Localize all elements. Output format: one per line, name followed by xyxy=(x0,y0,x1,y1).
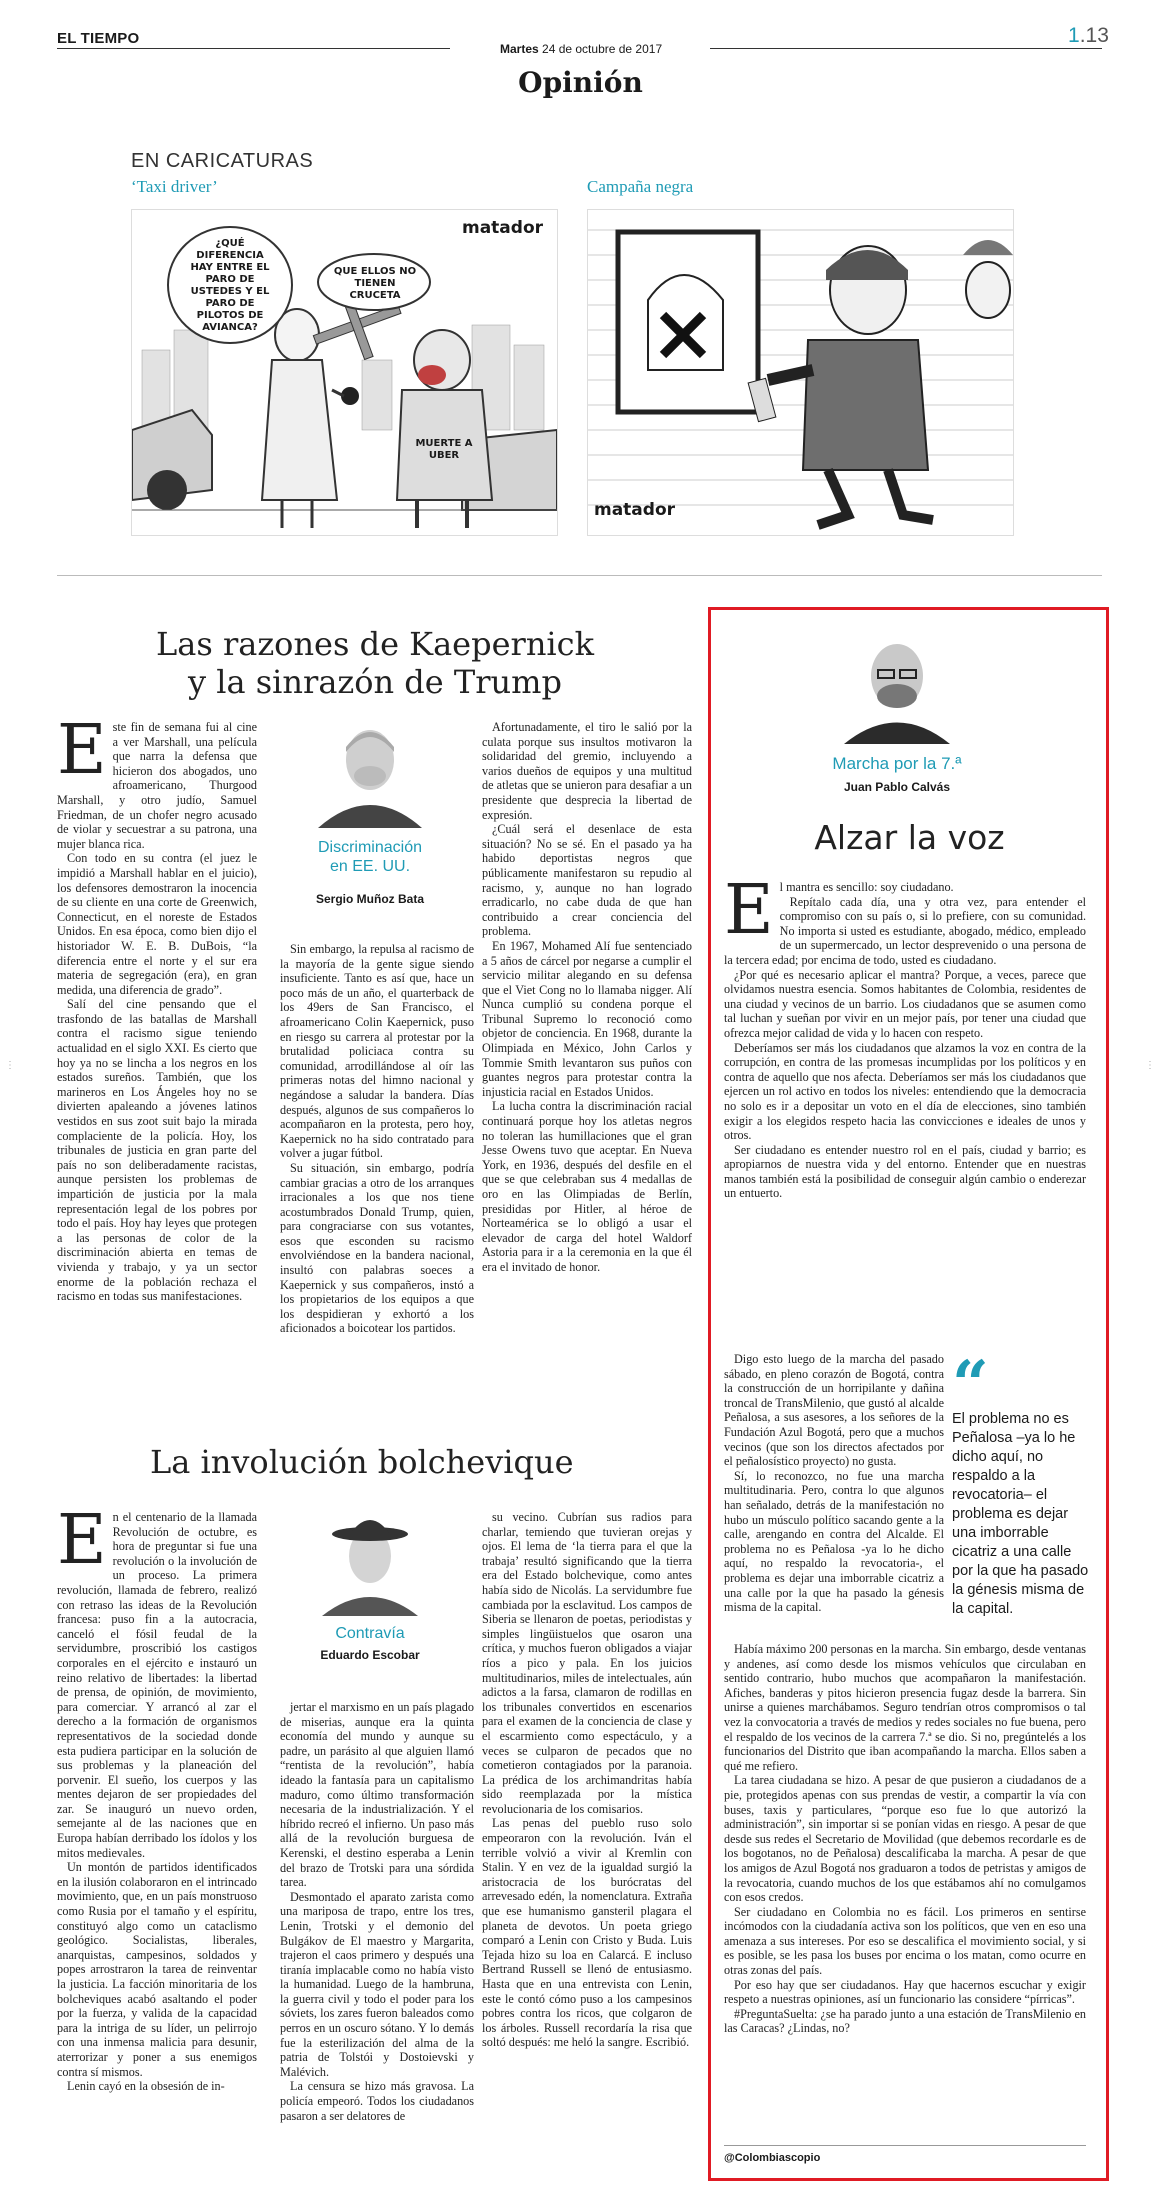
article2-column-3: su vecino. Cubrían sus radios para charlar, temiendo que tuvieran orejas y ojos. El lema de ‘la tierra para el que la trabaja’ resultó significando que la tierra era del Estado bolchevique, como antes había sido de Nicolás. La servidumbre fue cambiada por la esclavitud. Los campos de Siberia se llenaron de poetas, periodistas y simples lingüistuelos que osaron una crítica, y muchos fueron obligados a viajar ríos a pico y pala. En los juicios multitudinarios, miles de intelectuales, aún adictos a la farsa, clamaron de rodillas en los tribunales convertidos en escenarios para el examen de la conciencia de clase y el escarmiento como espectáculo, y a veces se culparon de pecados que no cometieron contagiados por la paranoia. La prédica de los archimandritas había sido reemplazada por la mística revolucionaria de los comisarios. Las penas del pueblo ruso solo empeoraron con la revolución. Iván el terrible volvió a vivir al Kremlin con Stalin. Y en vez de la igualdad surgió la aristocracia de los burócratas del arrevesado edén, la nomenclatura. Extraña que ese humanismo gansteril plagara el planeta de devotos. Un poeta griego comparó a Lenin con Cristo y Buda. Luis Tejada hizo su loa en Calarcá. E incluso Bertrand Russell se llenó de entusiasmo. Hasta que en una entrevista con Lenin, este le contó cómo puso a los campesinos pobres contra los ricos, que colgaron de los árboles. Russell recordaría la risa que soltó después: me heló la sangre. Escribió. xyxy=(482,1510,692,2050)
cartoon-bubble-answer: QUE ELLOS NO TIENEN CRUCETA xyxy=(333,266,417,301)
article3-dropcap: E xyxy=(724,880,774,950)
article2-column-1: En el centenario de la llamada Revolución de octubre, es hora de preguntar si fue una revolución o la involución de un proceso. La primera revolución, llamada de febrero, realizó con retraso las ideas de la Revolución francesa: puso fin a la autocracia, canceló el fósil feudal de la servidumbre, proscribió los castigos corporales en el ejército e instauró un reino relativo de libertades: la libertad de prensa, de opinión, de movimiento, para comerciar. Y arrancó al zar el derecho a la formación de organismos representativos de la sociedad donde esta pudiera participar en la solución de sus problemas y la planeación del porvenir. El sueño, los cuerpos y las mentes dejaron de ser propiedades del zar. Se inauguró un nuevo orden, semejante al de las naciones que en Europa habían derribado los ídolos y los mitos medievales. Un montón de partidos identificados en la ilusión colaboraron en el intrincado movimiento, que, en un país monstruoso como Rusia por el tamaño y el espíritu, constituyó algo como un cataclismo geológico. Socialistas, liberales, anarquistas, campesinos, soldados y popes arrostraron la tarea de reinventar la justicia. La facción minoritaria de los bolcheviques acabó asaltando el poder por la fuerza, y valida de la capacidad para la intriga de su líder, un pelirrojo con una inmensa malicia para desunir, aterrorizar y poner a sus enemigos contra sí mismos. Lenin cayó en la obsesión de in- xyxy=(57,1510,257,2094)
left-gutter-mark: ⋮ xyxy=(5,1060,15,1071)
section-divider xyxy=(57,575,1102,576)
author-portrait-drawing xyxy=(838,626,956,744)
article3-twitter-handle[interactable]: @Colombiascopio xyxy=(724,2152,821,2164)
author-photo-juan-pablo xyxy=(838,626,956,744)
author-portrait-drawing xyxy=(312,1500,428,1616)
cartoon-campana-negra xyxy=(587,209,1014,536)
article3-body-top: El mantra es sencillo: soy ciudadano. Repítalo cada día, una y otra vez, para entender el compromiso con su país o, si lo prefiere, con su comunidad. No importa si usted es estudiante, abogado, médico, empleado de un supermercado, un lector desprevenido o una persona de la tercera edad; por encima de todo, usted es ciudadano. ¿Por qué es necesario aplicar el mantra? Porque, a veces, parece que olvidamos nuestra esencia. Somos habitantes de Colombia, residentes de una ciudad y vecinos de un barrio. Los ciudadanos que se asumen como tal luchan y sueñan por vivir en un mejor país, por tener una ciudad que ofrezca mejor calidad de vida y lo hacen con respeto. Deberíamos ser más los ciudadanos que alzamos la voz en contra de la corrupción, en contra de las promesas incumplidas por los políticos y en contra de aquello que nos afecta. Deberíamos ser más los ciudadanos que ejercen un rol activo en todos los niveles: entendiendo que la democracia no solo es ir a depositar un voto en el día de elecciones, sino también exigir a los elegidos respeto hacia las convicciones e ideales de unos y otros. Ser ciudadano es entender nuestro rol en el país, ciudad y barrio; es apropiarnos de nuestra vida y del entorno. Entender que en nuestras manos también está la posibilidad de conseguir algún cambio o enderezar un entuerto. xyxy=(724,880,1086,1201)
article2-author: Eduardo Escobar xyxy=(320,1648,420,1662)
quote-mark-icon: “ xyxy=(952,1347,989,1422)
article3-headline: Alzar la voz xyxy=(814,818,1005,857)
page-number: 1.13 xyxy=(1068,24,1109,47)
article1-dropcap: E xyxy=(57,720,107,790)
article1-headline: Las razones de Kaepernick y la sinrazón de Trump xyxy=(156,625,594,701)
article1-column-3: Afortunadamente, el tiro le salió por la culata porque sus insultos motivaron la solidaridad del gremio, incluyendo a varios dueños de equipos y una multitud de atletas que se unieron para desafiar a un presidente que desprecia la libertad de expresión. ¿Cuál será el desenlace de esta situación? No se sé. En el pasado ya ha habido deportistas negros que públicamente manifestaron su repudio al racismo, y, aunque no han logrado erradicarlo, no cabe duda de que han contribuido a crear conciencia del problema. En 1967, Mohamed Alí fue sentenciado a 5 años de cárcel por negarse a cumplir el servicio militar alegando en su defensa que el Viet Cong no lo llamaba nigger. Alí Nunca cumplió su condena porque el Tribunal Supremo lo reconoció como objetor de conciencia. En 1968, durante la Olimpiada en México, John Carlos y Tommie Smith levantaron sus puños con guantes negros para protestar contra la injusticia racial en Estados Unidos. La lucha contra la discriminación racial continuará porque hoy los atletas negros no toleran las humillaciones que el gran Jesse Owens tuvo que aceptar. En Nueva York, en 1936, después del desfile en el que se que celebraban sus 4 medallas de oro en las Olimpiadas de Berlín, presididas por Hitler, al héroe de Norteamérica se lo obligó a usar el elevador de carga del hotel Waldorf Astoria para ir a la ceremonia en la que él era el invitado de honor. xyxy=(482,720,692,1274)
article2-kicker: Contravía xyxy=(335,1625,405,1642)
cartoon-bubble-question: ¿QUÉ DIFERENCIA HAY ENTRE EL PARO DE USTEDES Y EL PARO DE PILOTOS DE AVIANCA? xyxy=(190,238,270,333)
cartoon-signature-right: matador xyxy=(594,500,676,520)
article3-body-bottom: Había máximo 200 personas en la marcha. Sin embargo, desde ventanas y andenes, así como desde los mismos vehículos que circulaban en sentido contrario, hubo muchos que acompañaron la manifestación. Afiches, banderas y pitos hicieron presencia fugaz desde la barrera. Sin unirse a quienes marchábamos. Seguro tendrían otros compromisos o tal vez la convocatoria a través de medios y redes sociales no fue buena, pero el respaldo de los vecinos de la carrera 7.ª se dio. Si no, pregúntelés a los funcionarios del Distrito que iban acompañando la marcha. Ellos saben a qué me refiero. La tarea ciudadana se hizo. A pesar de que pusieron a ciudadanos de a pie, protegidos apenas con sus prendas de vestir, a compartir la vía con buses, taxis y particulares, “porque eso fue lo que autorizó la administración”, sin importar si se ponían vidas en riesgo. A pesar de que desde sus redes el Secretario de Movilidad (que debemos recordarle es de los bogotanos, no de Peñalosa) descalificaba la marcha. A pesar de que los amigos de Azul Bogotá nos graduaron a todos de petristas y amigos de la revocatoria, cuando muchos de los que estábamos ahí no comulgamos con esos credos. Ser ciudadano en Colombia no es fácil. Los primeros en sentirse incómodos con la ciudadanía activa son los políticos, que ven en eso una amenaza a sus intereses. Por eso se descalifica el movimiento social, y si es posible, se les pasa los buses por encima o los matan, como ocurre en otras zonas del país. Por eso hay que ser ciudadanos. Hay que hacernos escuchar y exigir respeto a nuestras opiniones, así un funcionario las considere “pírricas”. #PreguntaSuelta: ¿se ha parado junto a una estación de TransMilenio en las Caracas? ¿Lindas, no? xyxy=(724,1642,1086,2036)
section-title: Opinión xyxy=(518,66,643,99)
cartoon-campana-negra-drawing xyxy=(588,210,1013,535)
article2-column-2: jertar el marxismo en un país plagado de miserias, aunque era la quinta economía del mundo y aunque su padre, un parásito al que alguien llamó “rentista de la revolución”, había ideado la fantasía para un capitalismo maduro, como último transformación necesaria de la industrialización. Y el híbrido recreó el infierno. Un paso más allá de la revolución burguesa de Kerenski, el destino esperaba a Lenin del brazo de Trotski para una sórdida tarea. Desmontado el aparato zarista como una mariposa de trapo, entre los tres, Lenin, Trotski y el demonio del Bulgákov de El maestro y Margarita, trajeron el caos primero y después una tiranía implacable como no había visto la humanidad. Luego de la hambruna, la guerra civil y todo el poder para los sóviets, los zares fueron baleados como perros en un oscuro sótano. Y lo demás fue la esterilización del alma de la patria de Tolstói y Dostoievski y Malévich. La censura se hizo más gravosa. La policía empeoró. Todos los ciudadanos pasaron a ser delatores de xyxy=(280,1700,474,2123)
article1-column-1: Este fin de semana fui al cine a ver Marshall, una película que narra la defensa que hicieron dos abogados, uno afroamericano, Thurgood Marshall, y otro judío, Samuel Friedman, de un chofer negro acusado de violar y secuestrar a su patrona, una mujer blanca rica. Con todo en su contra (el juez le impidió a Marshall hablar en el juicio), los defensores demostraron la inocencia de su cliente en una corte de Greenwich, Connecticut, en el noreste de Estados Unidos. En esa época, como bien dijo el historiador W. E. B. DuBois, “la diferencia entre el norte y el sur era materia de segregación (era), en gran medida, una diferencia de grado”. Salí del cine pensando que el trasfondo de las batallas de Marshall contra el racismo sigue teniendo actualidad en el siglo XXI. Es cierto que hoy ya no se lincha a los negros en los estados sureños. También, que los marineros en Los Ángeles hoy no se divierten apaleando a jóvenes latinos vestidos en sus zoot suit bajo la mirada complaciente de la policía. Hoy, los tribunales de justicia en gran parte del país no son deliberadamente racistas, aunque persisten los problemas de impartición de justicia por la mala representación legal de los pobres por todo el país. Hoy hay leyes que protegen a las personas de color de la discriminación abierta en temas de vivienda y trabajo, y ya un sector enorme de la población rechaza el racismo en todas sus manifestaciones. xyxy=(57,720,257,1304)
author-portrait-drawing xyxy=(312,712,428,828)
cartoon-shirt-text: MUERTE A UBER xyxy=(415,438,473,461)
cartoon-taxi-driver xyxy=(131,209,558,536)
cartoon-right-title: Campaña negra xyxy=(587,177,694,196)
article1-kicker: Discriminación en EE. UU. xyxy=(317,839,423,875)
caricaturas-heading: EN CARICATURAS xyxy=(131,150,314,172)
cartoon-signature: matador xyxy=(462,218,544,238)
article1-author: Sergio Muñoz Bata xyxy=(315,892,424,906)
pull-quote: El problema no es Peñalosa –ya lo he dicho aquí, no respaldo a la revocatoria– el problema es dejar una imborrable cicatriz a una calle por la que ha pasado la génesis misma de la capital. xyxy=(952,1411,1089,1617)
issue-date: Martes 24 de octubre de 2017 xyxy=(500,42,663,56)
article3-author: Juan Pablo Calvás xyxy=(843,780,951,794)
article2-headline: La involución bolchevique xyxy=(150,1443,574,1481)
article3-footer-rule xyxy=(724,2145,1086,2146)
cartoon-left-title: ‘Taxi driver’ xyxy=(131,177,218,196)
author-photo-sergio xyxy=(312,712,428,828)
newspaper-brand: EL TIEMPO xyxy=(57,30,140,47)
right-gutter-mark: ⋮ xyxy=(1145,1060,1155,1071)
article1-column-2: Sin embargo, la repulsa al racismo de la mayoría de la gente sigue siendo insuficiente. Tanto es así que, hace un poco más de un año, el quarterback de los 49ers de San Francisco, el afroamericano Colin Kaepernick, puso en riesgo su carrera al protestar por la brutalidad policiaca contra su comunidad, arrodillándose al oír las primeras notas del himno nacional y negándose a saludar la bandera. Días después, algunos de sus compañeros lo acompañaron en la protesta, pero hoy, Kaepernick no ha sido contratado para volver a jugar fútbol. Su situación, sin embargo, podría cambiar gracias a otro de los arranques irracionales a los que nos tiene acostumbrados Donald Trump, quien, para congraciarse con sus votantes, esos que esconden su racismo envolviéndose en la bandera nacional, insultó con palabras soeces a Kaepernick y sus compañeros, instó a los propietarios de los equipos a que los despidieran y exhortó a los aficionados a boicotear los partidos. xyxy=(280,942,474,1336)
article2-dropcap: E xyxy=(57,1510,107,1580)
article3-kicker: Marcha por la 7.ª xyxy=(832,754,962,773)
article3-body-narrow: Digo esto luego de la marcha del pasado sábado, en pleno corazón de Bogotá, contra la construcción de un horripilante y dañina troncal de TransMilenio, que gustó al alcalde Peñalosa, a sus asesores, a los señores de la Fundación Azul Bogotá, pero que a muchos vecinos (que son los directos afectados por el peñalosístico proyecto) no gusta. Sí, lo reconozco, no fue una marcha multitudinaria. Pero, contra lo que algunos han señalado, detrás de la manifestación no hubo un músculo político sacando gente a la calle, arengando en contra del Alcalde. El problema no es Peñalosa -ya lo he dicho aquí, no respaldo la revocatoria-, el problema es dejar una imborrable cicatriz a una calle por la que ha pasado la génesis misma de la capital. xyxy=(724,1352,944,1615)
author-photo-eduardo xyxy=(312,1500,428,1616)
